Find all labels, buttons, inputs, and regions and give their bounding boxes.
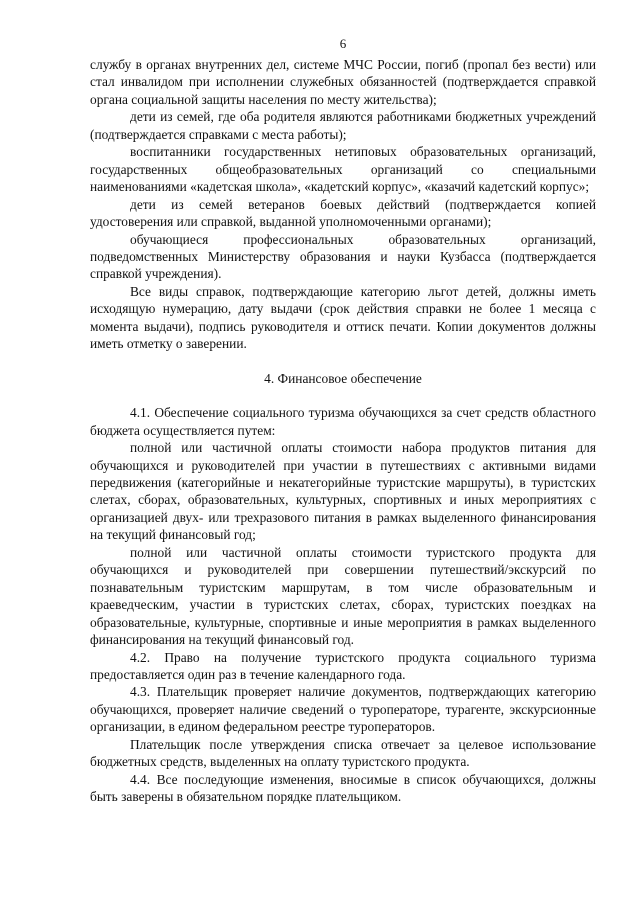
document-page <box>90 36 596 806</box>
paragraph: полной или частичной оплаты стоимости набора продуктов питания для обучающихся и руководителей при участии в путешествиях с активными видами передвижения (категорийные и некатегорийные туристские маршруты), в туристских слетах, сборах, образовательных, культурных, спортивных и иных мероприятиях с организацией двух- или трехразового питания в рамках выделенного финансирования на текущий финансовый год; <box>90 440 596 543</box>
page-number: 6 <box>339 36 347 51</box>
paragraph: 4.1. Обеспечение социального туризма обучающихся за счет средств областного бюджета осуществляется путем: <box>90 405 596 438</box>
section-title: 4. Финансовое обеспечение <box>264 370 422 386</box>
paragraph: дети из семей ветеранов боевых действий (подтверждается копией удостоверения или справкой, выданной уполномоченными органами); <box>90 196 596 230</box>
paragraph: Плательщик после утверждения списка отвечает за целевое использование бюджетных средств, выделенных на оплату туристского продукта. <box>90 736 596 770</box>
paragraph: службу в органах внутренних дел, системе МЧС России, погиб (пропал без вести) или стал инвалидом при исполнении служебных обязанностей (подтверждается справкой органа социальной защиты населения по месту жительства); <box>90 57 596 107</box>
paragraph: обучающиеся профессиональных образовательных организаций, подведомственных Министерству образования и науки Кузбасса (подтверждается справкой учреждения). <box>90 231 596 282</box>
paragraph: Все виды справок, подтверждающие категорию льгот детей, должны иметь исходящую нумерацию, дату выдачи (срок действия справки не более 1 месяца с момента выдачи), подпись руководителя и оттиск печати. Копии документов должны иметь отметку о заверении. <box>90 283 596 352</box>
paragraph: 4.3. Плательщик проверяет наличие документов, подтверждающих категорию обучающихся, проверяет наличие сведений о туроператоре, турагенте, экскурсионные организации, в едином федеральном реестре туроператоров. <box>90 684 596 735</box>
paragraph: дети из семей, где оба родителя являются работниками бюджетных учреждений (подтверждается справками с места работы); <box>90 109 596 142</box>
paragraph: 4.2. Право на получение туристского продукта социального туризма предоставляется один раз в течение календарного года. <box>90 649 596 682</box>
paragraph: полной или частичной оплаты стоимости туристского продукта для обучающихся и руководителей при совершении путешествий/экскурсий по познавательным туристским маршрутам, в том числе образовательным и краеведческим, участии в туристских слетах, сборах, туристских поездках на образовательные, культурные, спортивные и иные мероприятия в рамках выделенного финансирования на текущий финансовый год. <box>90 544 596 648</box>
paragraph: 4.4. Все последующие изменения, вносимые в список обучающихся, должны быть заверены в обязательном порядке плательщиком. <box>90 771 596 805</box>
paragraph: воспитанники государственных нетиповых образовательных организаций, государственных общеобразовательных организаций со специальными наименованиями «кадетская школа», «кадетский корпус», «казачий кадетский корпус»; <box>90 144 596 195</box>
